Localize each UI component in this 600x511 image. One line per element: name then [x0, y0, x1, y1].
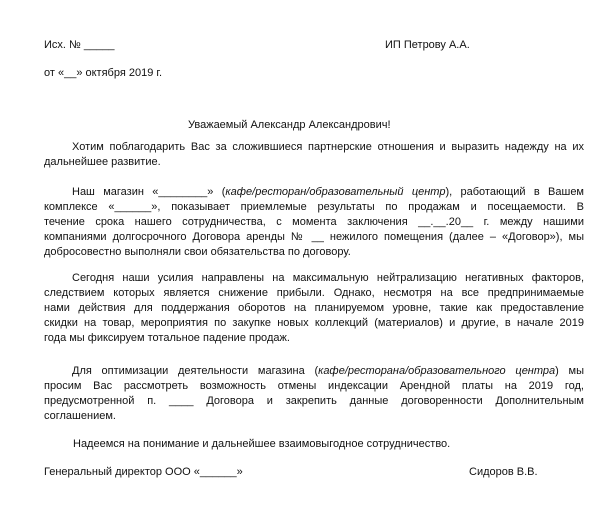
letter-date: от «__» октября 2019 г.: [44, 67, 163, 79]
paragraph-line: [44, 271, 584, 286]
paragraph-line: [44, 140, 584, 155]
paragraph-text: Сегодня наши усилия направлены на максимальную нейтрализацию негативных факторов,: [72, 272, 584, 284]
signatory-name: Сидоров В.В.: [469, 466, 538, 478]
paragraph-text: ) мы: [555, 365, 584, 377]
paragraph-line: предусмотренной п. ____ Договора и закрепить данные договоренности Дополнительным: [44, 395, 584, 407]
closing-line: Надеемся на понимание и дальнейшее взаимовыгодное сотрудничество.: [73, 438, 451, 450]
paragraph-line: скидки на товар, мероприятия по закупке новых коллекций (материалов) и другие, в начале 2019: [44, 317, 584, 329]
paragraph-line: нами действия для поддержания оборотов на планируемом уровне, такие как предоставление: [44, 302, 584, 314]
paragraph-text: ), работающий в Вашем: [445, 186, 584, 198]
paragraph-request: [44, 364, 584, 424]
paragraph-text: Наш магазин «________» (: [72, 186, 226, 198]
paragraph-line: соглашением.: [44, 410, 116, 422]
paragraph-italic-text: кафе/ресторан/образовательный центр: [225, 186, 446, 198]
paragraph-line: следствием которых является снижение прибыли. Однако, несмотря на все предпринимаемые: [44, 287, 584, 299]
paragraph-line: дальнейшее развитие.: [44, 156, 161, 168]
paragraph-line: компаниями долгосрочного Договора аренды № __ нежилого помещения (далее – «Договор»), мы: [44, 231, 584, 243]
paragraph-text: Для оптимизации деятельности магазина (: [72, 365, 319, 377]
paragraph-line: [44, 185, 584, 200]
paragraph-line: года мы фиксируем тотальное падение продаж.: [44, 332, 290, 344]
paragraph-line: комплексе «______», показывает приемлемые результаты по продажам и посещаемости. В: [44, 201, 584, 213]
paragraph-store: [44, 185, 584, 260]
paragraph-line: просим Вас рассмотреть возможность отмены индексации Арендной платы на 2019 год,: [44, 380, 584, 392]
paragraph-line: течение срока нашего сотрудничества, с момента заключения __.__.20__ г. между нашими: [44, 216, 584, 228]
paragraph-line: [44, 364, 584, 379]
salutation: Уважаемый Александр Александрович!: [188, 119, 391, 131]
recipient: ИП Петрову А.А.: [385, 39, 470, 51]
outgoing-number: Исх. № _____: [44, 39, 115, 51]
paragraph-text: Хотим поблагодарить Вас за сложившиеся партнерские отношения и выразить надежду на их: [72, 141, 584, 153]
signatory-position: Генеральный директор ООО «______»: [44, 466, 243, 478]
paragraph-line: добросовестно выполняли свои обязательства по договору.: [44, 246, 351, 258]
paragraph-italic-text: кафе/ресторана/образовательного центра: [318, 365, 556, 377]
paragraph-gratitude: [44, 140, 584, 170]
paragraph-situation: [44, 271, 584, 346]
